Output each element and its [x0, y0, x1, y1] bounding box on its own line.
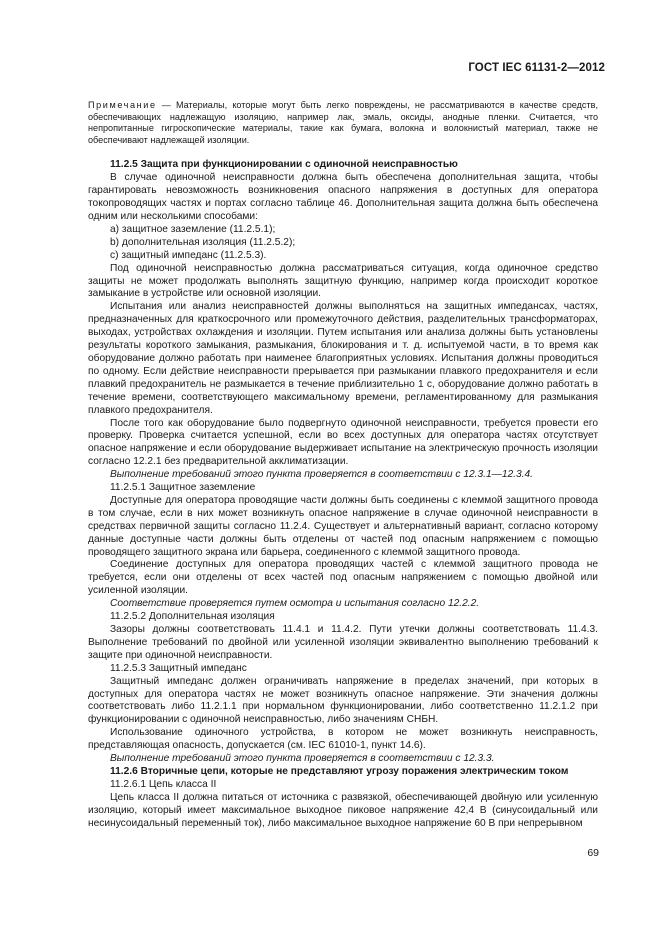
paragraph: Соединение доступных для оператора проводящих частей с клеммой защитного провода не требуется, если они отделены от всех частей под опасным напряжением с помощью двойной или усиленной изоляции.: [88, 559, 598, 597]
list-item: c) защитный импеданс (11.2.5.3).: [110, 249, 267, 261]
paragraph: Доступные для оператора проводящие части должны быть соединены с клеммой защитного провода в том случае, если в них может возникнуть опасное напряжение в случае одиночной неисправности в средствах первичной защиты согласно 11.2.4. Существует и альтернативный вариант, согласно которому данные доступные части должны быть отделены от частей под опасным напряжением с помощью проводящего защитного экрана или барьера, соединенного с клеммой защитного провода.: [88, 494, 598, 558]
paragraph: Под одиночной неисправностью должна рассматриваться ситуация, когда одиночное средство защиты не может продолжать выполнять защитную функцию, например когда происходит короткое замыкание в устройстве или основной изоляции.: [88, 262, 598, 300]
document-code-header: ГОСТ IEC 61131-2—2012: [468, 62, 605, 74]
subsection-heading-11-2-5-2: 11.2.5.2 Дополнительная изоляция: [110, 611, 275, 623]
section-heading-11-2-6: 11.2.6 Вторичные цепи, которые не представляют угрозу поражения электрическим током: [110, 765, 569, 777]
compliance-note: Выполнение требований этого пункта проверяется в соответствии с 12.3.3.: [110, 753, 495, 765]
paragraph: Зазоры должны соответствовать 11.4.1 и 11.4.2. Пути утечки должны соответствовать 11.4.3. Выполнение требований по двойной или усиленной изоляции эквивалентно выполнению требований к защите при одиночной неисправности.: [88, 624, 598, 661]
subsection-heading-11-2-5-1: 11.2.5.1 Защитное заземление: [110, 482, 256, 494]
paragraph: Защитный импеданс должен ограничивать напряжение в пределах значений, при которых в доступных для оператора частях не может возникнуть опасное напряжение. Эти значения должны соответствовать либо 11.2.1.1 при нормальном функционировании, либо соответственно 11.2.1.2 при функционировании с одиночной неисправностью, либо значениям СНБН.: [88, 675, 598, 726]
subsection-heading-11-2-5-3: 11.2.5.3 Защитный импеданс: [110, 662, 247, 674]
compliance-note: Соответствие проверяется путем осмотра и испытания согласно 12.2.2.: [110, 598, 480, 610]
paragraph: Испытания или анализ неисправностей должны выполняться на защитных импедансах, частях, предназначенных для краткосрочного или промежуточного действия, разделительных трансформаторах, выходах, устройствах охлаждения и изоляции. Путем испытания или анализа должны быть установлены результаты короткого замыкания, размыкания, блокирования и т. д. испытуемой части, в то время как оборудование должно работать при наименее благоприятных условиях. Испытания должны проводиться по одному. Если действие неисправности прерывается при размыкании плавкого предохранителя и если плавкий предохранитель не размыкается в течение приблизительно 1 с, оборудование должно работать в течение времени, соответствующего максимальному времени, регламентированному для размыкания плавкого предохранителя.: [88, 301, 598, 416]
section-heading-11-2-5: 11.2.5 Защита при функционировании с одиночной неисправностью: [110, 159, 458, 171]
page-number: 69: [587, 847, 599, 859]
paragraph: Цепь класса II должна питаться от источника с развязкой, обеспечивающей двойную или усиленную изоляцию, который имеет максимальное выходное пиковое напряжение 42,4 В (синусоидальный или несинусоидальный переменный ток), либо максимальное выходное напряжение 60 В при непрерывном: [88, 791, 598, 829]
paragraph: После того как оборудование было подвергнуто одиночной неисправности, требуется провести его проверку. Проверка считается успешной, если во всех доступных для оператора частях отсутствует опасное напряжение и если оборудование выдерживает испытание на электрическую прочность изоляции согласно 12.2.1 без предварительной акклиматизации.: [88, 417, 598, 468]
list-item: b) дополнительная изоляция (11.2.5.2);: [110, 236, 296, 248]
paragraph: Использование одиночного устройства, в котором не может возникнуть неисправность, представляющая опасность, допускается (см. IEC 61010-1, пункт 14.6).: [88, 727, 598, 752]
list-item: a) защитное заземление (11.2.5.1);: [110, 223, 276, 235]
compliance-note: Выполнение требований этого пункта проверяется в соответствии с 12.3.1—12.3.4.: [110, 469, 534, 481]
paragraph: В случае одиночной неисправности должна быть обеспечена дополнительная защита, чтобы гарантировать невозможность возникновения опасного напряжения в доступных для оператора токопроводящих частях и портах согласно таблице 46. Дополнительная защита должна быть обеспечена одним или несколькими способами:: [88, 172, 598, 222]
subsection-heading-11-2-6-1: 11.2.6.1 Цепь класса II: [110, 778, 217, 790]
note-text: — Материалы, которые могут быть легко повреждены, не рассматриваются в качестве средств, обеспечивающих надлежащую изоляцию, например лак, эмаль, оксиды, анодные пленки. Считается, что непропитанные гигроскопические материалы, такие как бумага, волокна и волокнистый материал, также не обеспечивают надлежащей изоляции.: [88, 100, 598, 145]
note-label: Примечание: [88, 100, 157, 110]
note-paragraph: [88, 100, 598, 146]
document-body: [88, 100, 598, 831]
